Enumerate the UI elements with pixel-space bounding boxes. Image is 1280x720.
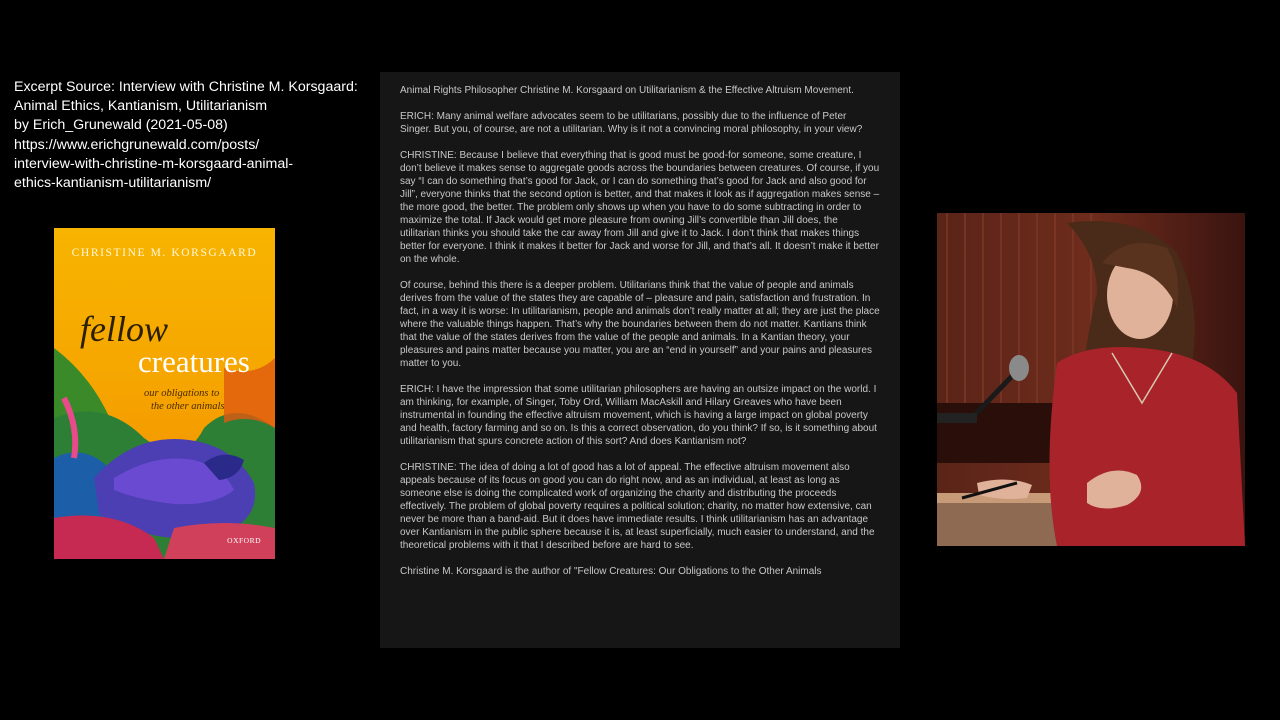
book-subtitle-line1: our obligations to (144, 388, 220, 399)
book-title-line2: creatures (138, 344, 250, 379)
book-title-line1: fellow (80, 309, 168, 349)
book-author: CHRISTINE M. KORSGAARD (71, 247, 258, 259)
source-url: ethics-kantianism-utilitarianism/ (14, 175, 212, 192)
source-line: Excerpt Source: Interview with Christine M. Korsgaard: (14, 79, 358, 95)
source-url: interview-with-christine-m-korsgaard-animal- (14, 155, 294, 172)
excerpt-footer: Christine M. Korsgaard is the author of "Fellow Creatures: Our Obligations to the Other Animals (400, 566, 822, 577)
excerpt-source (14, 78, 376, 193)
excerpt-paragraph: ERICH: Many animal welfare advocates seem to be utilitarians, possibly due to the influence of Peter Singer. But you, of course, are not a utilitarian. Why is it not a convincing moral philosophy, in your view? (400, 111, 863, 135)
book-subtitle-line2: the other animals (151, 401, 225, 412)
book-cover (54, 228, 275, 559)
source-url: https://www.erichgrunewald.com/posts/ (14, 136, 260, 153)
excerpt-paragraph: CHRISTINE: Because I believe that everything that is good must be good-for someone, some creature, I don’t believe it makes sense to aggregate goods across the boundaries between creatures. Of course, if you say “I can do something that’s good for Jack, or I can do something that’s good for Jack and also good for Jill”, everyone thinks that the second option is better, and that makes it look as if aggregation makes sense – the more good, the better. The problem only shows up when you have to do some subtracting in order to maximize the total. If Jack would get more pleasure from owning Jill’s convertible than Jill does, the utilitarian thinks you should take the car away from Jill and give it to Jack. I don’t think that makes things better for everyone. I think it makes it better for Jack and worse for Jill, and that’s all. It doesn’t make it better on the whole. (400, 150, 880, 265)
excerpt-paragraph: CHRISTINE: The idea of doing a lot of good has a lot of appeal. The effective altruism movement also appeals because of its focus on good you can do right now, and as an individual, at least as long as someone else is doing the complicated work of organizing the charity and distributing the proceeds effectively. The problem of global poverty requires a political solution; charity, no matter how extensive, can never be more than a band-aid. But it does have immediate results. I think utilitarianism has an advantage over Kantianism in the public sphere because it is, at least superficially, much easier to understand, and the theoretical problems with it that I described before are hard to see. (400, 462, 875, 551)
excerpt-paragraph: Of course, behind this there is a deeper problem. Utilitarians think that the value of people and animals derives from the value of the states they are capable of – pleasure and pain, satisfaction and frustration. In fact, in a way it is worse: In utilitarianism, people and animals don’t really matter at all; they are just the place where the valuable things happen. That’s why the boundaries between them do not matter. Kantians think that the value of the states derives from the value of the people and animals. In a Kantian theory, your pleasures and pains matter because you matter, you are an “end in yourself” and your pains and pleasures matter to you. (400, 280, 880, 369)
source-line: by Erich_Grunewald (2021-05-08) (14, 117, 228, 134)
source-line: Animal Ethics, Kantianism, Utilitarianism (14, 98, 268, 115)
excerpt-heading: Animal Rights Philosopher Christine M. Korsgaard on Utilitarianism & the Effective Altruism Movement. (400, 85, 854, 96)
speaker-photo (937, 213, 1245, 546)
book-publisher: OXFORD (227, 536, 261, 545)
excerpt-paragraph: ERICH: I have the impression that some utilitarian philosophers are having an outsize impact on the world. I am thinking, for example, of Singer, Toby Ord, William MacAskill and Hilary Greaves who have been instrumental in founding the effective altruism movement, which is having a large impact on global poverty and health, factory farming and so on. Is this a correct observation, do you think? If so, is it something about utilitarianism that spurs concrete action of this sort? And does Kantianism not? (400, 384, 877, 447)
speaker-photo-image (937, 213, 1245, 546)
interview-excerpt-panel (380, 72, 900, 648)
